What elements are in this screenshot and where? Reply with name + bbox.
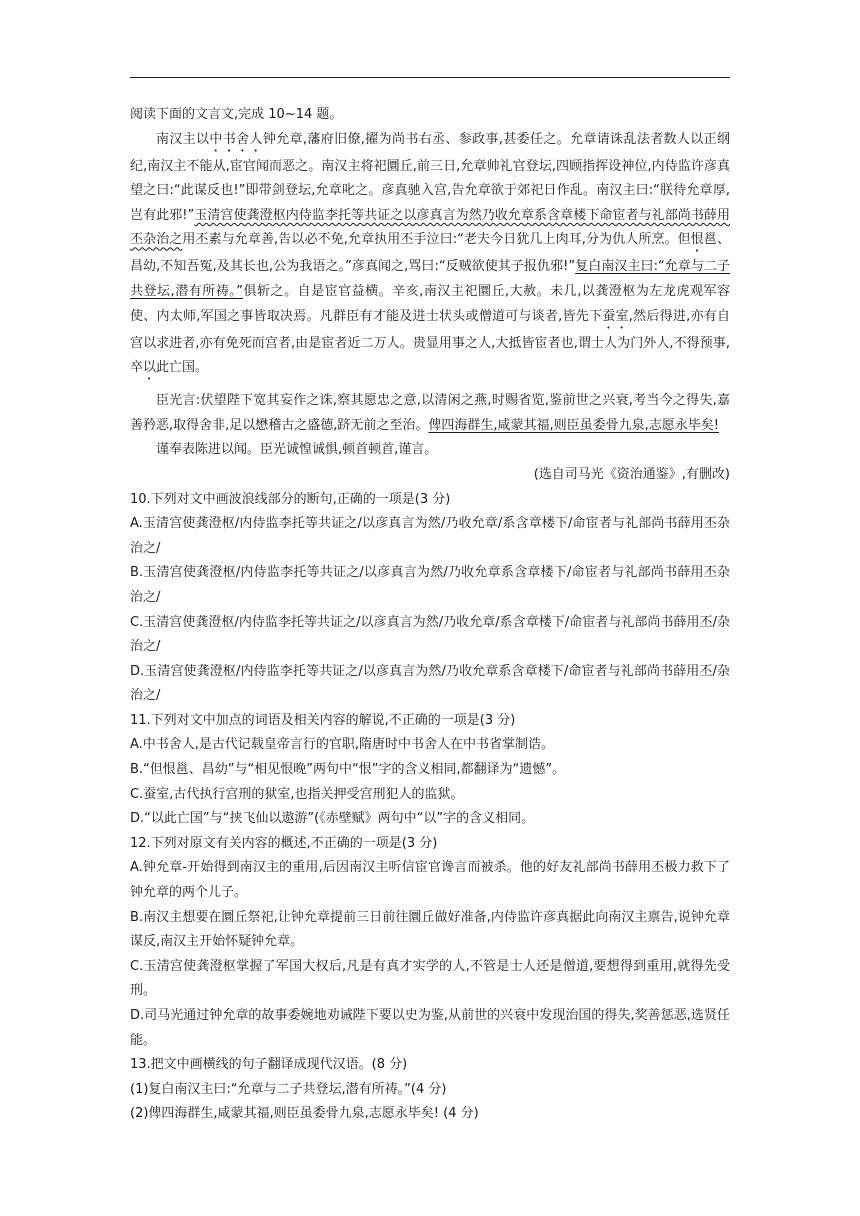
- dotted-term-yi: 以: [143, 360, 157, 376]
- document-content: [130, 103, 730, 1127]
- dotted-term-zhongshusheren: 中书舍人: [209, 131, 263, 147]
- dotted-term-canshi: 蚕室: [602, 308, 629, 324]
- underlined-sentence-2: 俾四海群生,咸蒙其福,则臣虽委骨九泉,志愿永毕矣!: [428, 417, 720, 433]
- question-11: [130, 709, 730, 832]
- passage-text: 此亡国。: [156, 360, 209, 376]
- option-c: C.蚕室,古代执行宫刑的狱室,也指关押受宫刑犯人的监狱。: [130, 786, 464, 802]
- option-d: D.司马光通过钟允章的故事委婉地劝诫陛下要以史为鉴,从前世的兴衰中发现治国的得失,奖善惩恶,选贤任能。: [130, 1008, 730, 1048]
- option-d: D.“以此亡国”与“挟飞仙以遨游”(《赤壁赋》两句中“以”字的含义相同。: [130, 811, 535, 827]
- passage-paragraph-3: 谨奉表陈进以闻。臣光诚惶诚惧,顿首顿首,谨言。: [156, 442, 438, 458]
- question-stem: 13.把文中画横线的句子翻译成现代汉语。(8 分): [130, 1057, 408, 1073]
- question-stem: 10.下列对文中画波浪线部分的断句,正确的一项是(3 分): [130, 491, 451, 507]
- question-10: [130, 488, 730, 709]
- question-stem: 12.下列对原文有关内容的概述,不正确的一项是(3 分): [130, 835, 438, 851]
- passage-text: 用丕素与允章善,告以必不免,允章执用丕手泣曰:“老夫今日犹几上肉耳,分为仇人所烹。但: [182, 232, 691, 248]
- passage-paragraph-2: [130, 389, 730, 438]
- source-citation: (选自司马光《资治通鉴》,有删改): [533, 466, 730, 482]
- passage-text: 南汉主以: [156, 131, 210, 147]
- passage-text: 俱斩之。自是宦官益横。辛亥,南汉主祀圜丘,大赦。未几,以龚澄枢为左龙虎观军容使、内太师,军国之事皆取决焉。凡群臣有才能及进士状头或僧道可与谈者,皆先下: [130, 283, 730, 324]
- option-a: A.钟允章-开始得到南汉主的重用,后因南汉主听信宦官谗言而被杀。他的好友礼部尚书薛用丕极力救下了钟允章的两个儿子。: [130, 860, 730, 901]
- passage-text: 钟允章,藩府旧僚,擢为尚书右丞、参政事,甚委任之。允章请诛乱法者数人以正纲纪,南汉主不能从,宦官闻而恶之。南汉主将祀圜丘,前三日,允章帅礼官登坛,四顾指挥设神位,内侍监许彦真望之曰:“此谋反也!”即带剑登坛,允章叱之。彦真驰入宫,告允章欲于郊祀日作乱。南汉主曰:“朕待允章厚, 岂有此邪!”: [130, 131, 730, 223]
- option-c: C.玉清宫使龚澄枢掌握了军国大权后,凡是有真才实学的人,不管是士人还是僧道,要想得到重用,就得先受刑。: [130, 958, 730, 999]
- option-b: B.“但恨邕、昌幼”与“相见恨晚”两句中“恨”字的含义相同,都翻译为“遗憾”。: [130, 762, 566, 778]
- passage-text: ,然后得进,亦有自宫以求进者,亦有免死而宫者,由是宦者近二万人。贵显用事之人,大抵皆宦者也,谓士人为门外人,不得预事,卒: [130, 308, 731, 376]
- option-c: C.玉清宫使龚澄枢/内侍监李托等共证之/以彦真言为然/乃收允章/系含章楼下/命宦者与礼部尚书薛用丕/杂治之/: [130, 614, 730, 655]
- option-b: B.南汉主想要在圜丘祭祀,让钟允章提前三日前往圜丘做好准备,内侍监许彦真据此向南汉主禀告,说钟允章谋反,南汉主开始怀疑钟允章。: [130, 909, 730, 950]
- underlined-sentence-1: 复白南汉主曰:“允章与二子共登坛,潜有所祷。”: [130, 259, 731, 299]
- instruction-line: 阅读下面的文言文,完成 10~14 题。: [130, 107, 343, 122]
- passage-text: 邕、昌幼,不知吾冤,及其长也,公为我语之。”彦真闻之,骂曰:“反贼欲使其子报仇邪!”: [130, 232, 730, 275]
- question-13: [130, 1053, 730, 1127]
- option-b: B.玉清宫使龚澄枢/内侍监李托等共证之/以彦真言为然/乃收允章系含章楼下/命宦者与礼部尚书薛用丕杂治之/: [130, 565, 730, 605]
- option-a: A.玉清宫使龚澄枢/内侍监李托等共证之/以彦真言为然/乃收允章/系含章楼下/命宦者与礼部尚书薛用丕杂治之/: [130, 516, 730, 556]
- question-12: [130, 832, 730, 1053]
- passage-paragraph-1: [130, 128, 730, 384]
- wavy-underlined-sentence: 玉清宫使龚澄枢内侍监李托等共证之以彦真言为然乃收允章系含章楼下命宦者与礼部尚书薛用丕杂治之: [130, 207, 730, 248]
- subquestion-1: (1)复白南汉主曰:“允章与二子共登坛,潜有所祷。”(4 分): [130, 1081, 447, 1097]
- option-a: A.中书舍人,是古代记载皇帝言行的官职,隋唐时中书舍人在中书省掌制诰。: [130, 737, 555, 753]
- dotted-term-hen: 恨: [690, 232, 704, 248]
- subquestion-2: (2)俾四海群生,咸蒙其福,则臣虽委骨九泉,志愿永毕矣! (4 分): [130, 1106, 479, 1122]
- question-stem: 11.下列对文中加点的词语及相关内容的解说,不正确的一项是(3 分): [130, 712, 516, 728]
- passage-text: 臣光言:伏望陛下宽其妄作之诛,察其愿忠之意,以清闲之燕,时赐省览,鉴前世之兴衰,考当今之得失,嘉善矜恶,取得舍非,足以懋稽古之盛德,跻无前之至治。: [130, 393, 730, 433]
- header-rule: [130, 77, 730, 78]
- option-d: D.玉清宫使龚澄枢/内侍监李托等共证之/以彦真言为然/乃收允章系含章楼下/命宦者与礼部尚书薛用丕/杂治之/: [130, 663, 730, 704]
